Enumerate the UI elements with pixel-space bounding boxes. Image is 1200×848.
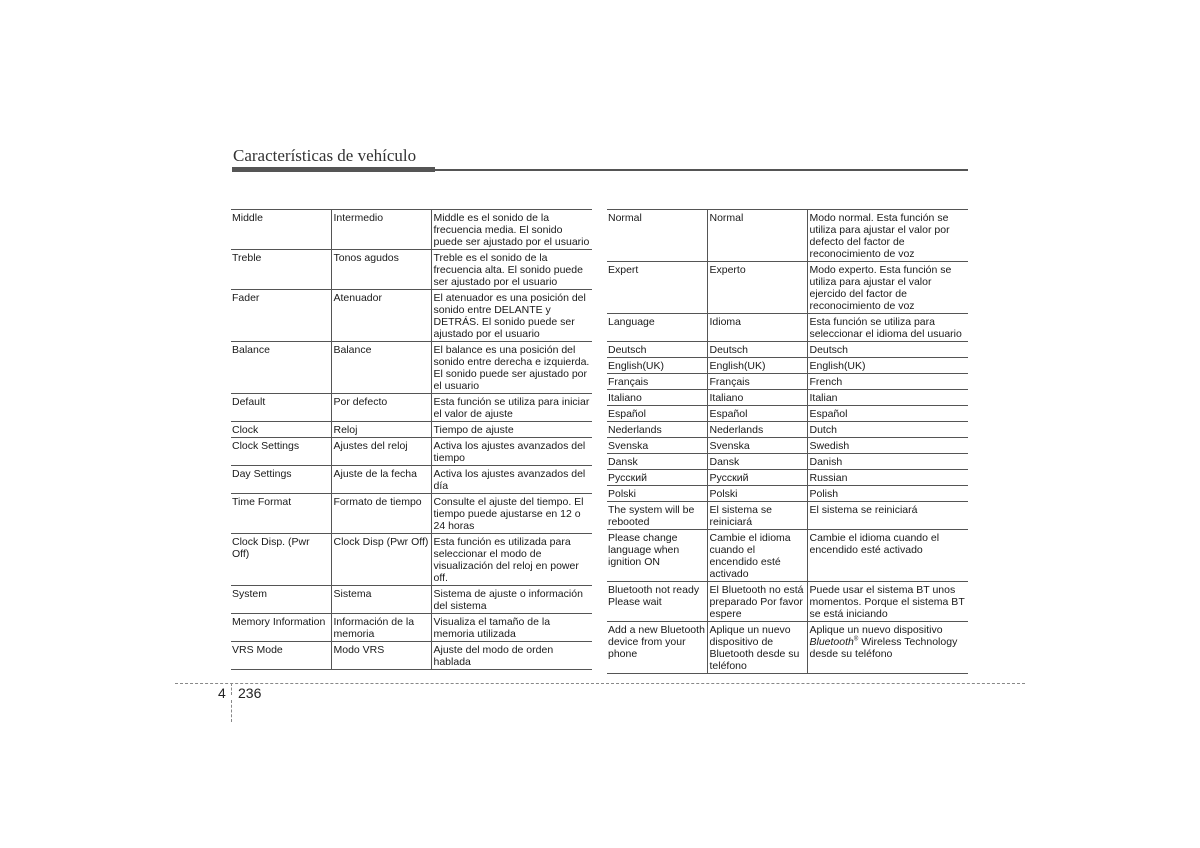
description-cell: Russian bbox=[807, 470, 968, 486]
english-term-cell: Svenska bbox=[608, 440, 649, 452]
description-cell: Puede usar el sistema BT unos momentos. Porque el sistema BT se está iniciando bbox=[807, 582, 968, 622]
right-table-row bbox=[607, 406, 968, 422]
english-term-cell: Clock Disp. (Pwr Off) bbox=[232, 536, 310, 560]
footer-divider-lower bbox=[231, 700, 232, 722]
right-table-row bbox=[607, 438, 968, 454]
bluetooth-trademark: Bluetooth bbox=[809, 636, 854, 648]
description-cell: Cambie el idioma cuando el encendido esté activado bbox=[807, 530, 968, 582]
spanish-term-cell: Polski bbox=[707, 486, 807, 502]
english-term-cell: Language bbox=[608, 316, 655, 328]
right-table-row bbox=[607, 314, 968, 342]
spanish-term-cell: Italiano bbox=[707, 390, 807, 406]
english-term-cell: Normal bbox=[608, 212, 642, 224]
spanish-term-cell: El Bluetooth no está preparado Por favor espere bbox=[707, 582, 807, 622]
description-cell: Modo experto. Esta función se utiliza para ajustar el valor ejercido del factor de reconocimiento de voz bbox=[807, 262, 968, 314]
spanish-term-cell: Aplique un nuevo dispositivo de Bluetooth desde su teléfono bbox=[707, 622, 807, 674]
description-cell: Swedish bbox=[807, 438, 968, 454]
left-table-row bbox=[231, 422, 592, 438]
spanish-term-cell: Deutsch bbox=[707, 342, 807, 358]
english-term-cell: Nederlands bbox=[608, 424, 662, 436]
english-term-cell: Bluetooth not ready Please wait bbox=[608, 584, 700, 608]
spanish-term-cell: Clock Disp (Pwr Off) bbox=[331, 534, 431, 586]
english-term-cell: Balance bbox=[232, 344, 270, 356]
description-cell: El balance es una posición del sonido entre derecha e izquierda. El sonido puede ser ajustado por el usuario bbox=[431, 342, 592, 394]
right-table-row bbox=[607, 486, 968, 502]
english-term-cell: System bbox=[232, 588, 268, 600]
spanish-term-cell: Español bbox=[707, 406, 807, 422]
spanish-term-cell: Por defecto bbox=[331, 394, 431, 422]
spanish-term-cell: Idioma bbox=[707, 314, 807, 342]
english-term-cell: Clock Settings bbox=[232, 440, 300, 452]
spanish-term-cell: Atenuador bbox=[331, 290, 431, 342]
registered-mark: ® bbox=[853, 636, 859, 643]
description-cell: Esta función se utiliza para seleccionar el idioma del usuario bbox=[807, 314, 968, 342]
description-cell: Middle es el sonido de la frecuencia media. El sonido puede ser ajustado por el usuario bbox=[431, 210, 592, 250]
english-term-cell: Polski bbox=[608, 488, 637, 500]
description-cell: Polish bbox=[807, 486, 968, 502]
english-term-cell: Day Settings bbox=[232, 468, 292, 480]
english-term-cell: The system will be rebooted bbox=[608, 504, 695, 528]
english-term-cell: Italiano bbox=[608, 392, 642, 404]
right-table-row bbox=[607, 470, 968, 486]
description-cell: Italian bbox=[807, 390, 968, 406]
right-table-row bbox=[607, 342, 968, 358]
english-term-cell: Русский bbox=[608, 472, 647, 484]
header-rule-thin bbox=[435, 169, 968, 171]
header-rule-thick bbox=[232, 167, 435, 172]
description-cell: Esta función es utilizada para seleccionar el modo de visualización del reloj en power off. bbox=[431, 534, 592, 586]
description-cell: Danish bbox=[807, 454, 968, 470]
description-cell: Sistema de ajuste o información del sistema bbox=[431, 586, 592, 614]
right-table-row bbox=[607, 358, 968, 374]
left-table-row bbox=[231, 534, 592, 586]
english-term-cell: Español bbox=[608, 408, 646, 420]
spanish-term-cell: Modo VRS bbox=[331, 642, 431, 670]
spanish-term-cell: Información de la memoria bbox=[331, 614, 431, 642]
description-cell: Dutch bbox=[807, 422, 968, 438]
left-table-row bbox=[231, 642, 592, 670]
spanish-term-cell: Nederlands bbox=[707, 422, 807, 438]
english-term-cell: Dansk bbox=[608, 456, 638, 468]
spanish-term-cell: Reloj bbox=[331, 422, 431, 438]
bluetooth-rest-text: Wireless Technology desde su teléfono bbox=[809, 636, 958, 660]
spanish-term-cell: Ajustes del reloj bbox=[331, 438, 431, 466]
spanish-term-cell: El sistema se reiniciará bbox=[707, 502, 807, 530]
description-cell: Visualiza el tamaño de la memoria utilizada bbox=[431, 614, 592, 642]
right-table-row bbox=[607, 262, 968, 314]
right-table-row bbox=[607, 422, 968, 438]
spanish-term-cell: Formato de tiempo bbox=[331, 494, 431, 534]
english-term-cell: Memory Information bbox=[232, 616, 326, 628]
left-table-row bbox=[231, 586, 592, 614]
spanish-term-cell: Ajuste de la fecha bbox=[331, 466, 431, 494]
description-cell: Ajuste del modo de orden hablada bbox=[431, 642, 592, 670]
left-spec-table bbox=[231, 209, 592, 670]
left-table-row bbox=[231, 494, 592, 534]
right-table-row bbox=[607, 502, 968, 530]
page-header-title: Características de vehículo bbox=[233, 146, 417, 165]
description-cell: Tiempo de ajuste bbox=[431, 422, 592, 438]
english-term-cell: Middle bbox=[232, 212, 263, 224]
left-table-row bbox=[231, 394, 592, 422]
description-cell: English(UK) bbox=[807, 358, 968, 374]
right-table-row bbox=[607, 454, 968, 470]
spanish-term-cell: English(UK) bbox=[707, 358, 807, 374]
chapter-number: 4 bbox=[218, 685, 226, 701]
left-table-row bbox=[231, 250, 592, 290]
description-cell: French bbox=[807, 374, 968, 390]
left-table-row bbox=[231, 210, 592, 250]
left-table-row bbox=[231, 466, 592, 494]
english-term-cell: English(UK) bbox=[608, 360, 665, 372]
english-term-cell: Français bbox=[608, 376, 649, 388]
description-cell: Activa los ajustes avanzados del día bbox=[431, 466, 592, 494]
description-cell: Treble es el sonido de la frecuencia alta. El sonido puede ser ajustado por el usuario bbox=[431, 250, 592, 290]
description-cell: Español bbox=[807, 406, 968, 422]
english-term-cell: Default bbox=[232, 396, 266, 408]
left-table-row bbox=[231, 342, 592, 394]
right-table-row bbox=[607, 390, 968, 406]
english-term-cell: VRS Mode bbox=[232, 644, 283, 656]
spanish-term-cell: Svenska bbox=[707, 438, 807, 454]
english-term-cell: Time Format bbox=[232, 496, 292, 508]
description-cell: El atenuador es una posición del sonido entre DELANTE y DETRÁS. El sonido puede ser ajustado por el usuario bbox=[431, 290, 592, 342]
spanish-term-cell: Normal bbox=[707, 210, 807, 262]
description-cell: Modo normal. Esta función se utiliza para ajustar el valor por defecto del factor de reconocimiento de voz bbox=[807, 210, 968, 262]
footer-divider bbox=[231, 683, 232, 695]
english-term-cell: Please change language when ignition ON bbox=[608, 532, 680, 568]
english-term-cell: Fader bbox=[232, 292, 260, 304]
spanish-term-cell: Sistema bbox=[331, 586, 431, 614]
spanish-term-cell: Tonos agudos bbox=[331, 250, 431, 290]
right-table-row bbox=[607, 210, 968, 262]
english-term-cell: Clock bbox=[232, 424, 259, 436]
left-table-row bbox=[231, 438, 592, 466]
english-term-cell: Add a new Bluetooth device from your phone bbox=[608, 624, 705, 660]
spanish-term-cell: Intermedio bbox=[331, 210, 431, 250]
right-table-row bbox=[607, 622, 968, 674]
spanish-term-cell: Experto bbox=[707, 262, 807, 314]
right-table-row bbox=[607, 374, 968, 390]
description-cell: Deutsch bbox=[807, 342, 968, 358]
spanish-term-cell: Dansk bbox=[707, 454, 807, 470]
right-spec-table bbox=[607, 209, 968, 674]
spanish-term-cell: Balance bbox=[331, 342, 431, 394]
description-cell: Aplique un nuevo dispositivo Bluetooth® Wireless Technology desde su teléfono bbox=[807, 622, 968, 674]
left-table-row bbox=[231, 290, 592, 342]
description-cell: Esta función se utiliza para iniciar el valor de ajuste bbox=[431, 394, 592, 422]
english-term-cell: Expert bbox=[608, 264, 639, 276]
spanish-term-cell: Cambie el idioma cuando el encendido esté activado bbox=[707, 530, 807, 582]
footer-dashed-rule bbox=[175, 683, 1025, 684]
right-table-row bbox=[607, 582, 968, 622]
right-table-row bbox=[607, 530, 968, 582]
page-number: 236 bbox=[238, 685, 262, 701]
description-cell: Activa los ajustes avanzados del tiempo bbox=[431, 438, 592, 466]
spanish-term-cell: Français bbox=[707, 374, 807, 390]
description-cell: El sistema se reiniciará bbox=[807, 502, 968, 530]
description-cell: Consulte el ajuste del tiempo. El tiempo puede ajustarse en 12 o 24 horas bbox=[431, 494, 592, 534]
left-table-row bbox=[231, 614, 592, 642]
spanish-term-cell: Русский bbox=[707, 470, 807, 486]
english-term-cell: Treble bbox=[232, 252, 262, 264]
english-term-cell: Deutsch bbox=[608, 344, 647, 356]
